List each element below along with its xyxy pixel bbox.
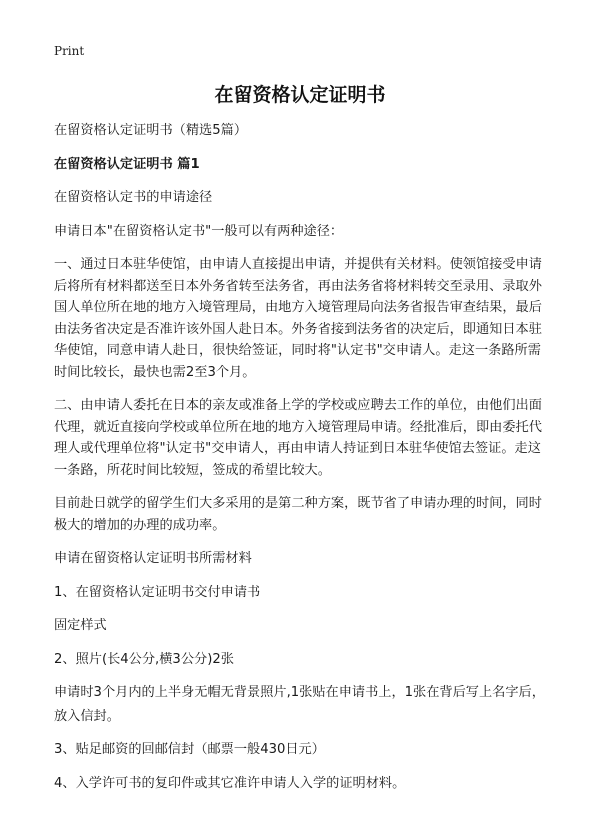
- list-item: 1、在留资格认定证明书交付申请书: [54, 584, 261, 600]
- list-item: 3、贴足邮资的回邮信封（邮票一般430日元）: [54, 742, 325, 757]
- paragraph: 申请时3个月内的上半身无帽无背景照片,1张贴在申请书上，1张在背后写上名字后，: [54, 685, 545, 700]
- list-item: 4、入学许可书的复印件或其它准许申请人入学的证明材料。: [54, 775, 406, 791]
- section-heading: 在留资格认定证明书 篇1: [54, 156, 200, 172]
- paragraph: 申请在留资格认定证明书所需材料: [54, 551, 252, 566]
- paragraph: 二、由申请人委托在日本的亲友或准备上学的学校或应聘去工作的单位，由他们出面代理，就近直接向学校或单位所在地的地方入境管理局申请。经批准后，即由委托代理人或代理单位将"认定书"交申请人，再由申请人持证到日本驻华使馆去签证。走这一条路，所花时间比较短，签成的希望比较大。: [54, 398, 542, 478]
- paragraph: 申请日本"在留资格认定书"一般可以有两种途径：: [54, 223, 344, 239]
- document-body: [54, 120, 554, 806]
- paragraph: 在留资格认定书的申请途径: [54, 190, 213, 205]
- document-title: 在留资格认定证明书: [214, 84, 386, 106]
- subtitle-paragraph: 在留资格认定证明书（精选5篇）: [54, 123, 248, 138]
- paragraph: 放入信封。: [54, 708, 120, 724]
- paragraph: 固定样式: [54, 618, 107, 633]
- paragraph: 目前赴日就学的留学生们大多采用的是第二种方案，既节省了申请办理的时间，同时极大的增加的办理的成功率。: [54, 496, 542, 533]
- print-label[interactable]: Print: [54, 44, 85, 58]
- paragraph: 一、通过日本驻华使馆，由申请人直接提出申请，并提供有关材料。使领馆接受申请后将所有材料都送至日本外务省转至法务省，再由法务省将材料转交至录用、录取外国人单位所在地的地方入境管理局，由地方入境管理局向法务省报告审查结果，最后由法务省决定是否准许该外国人赴日本。外务省接到法务省的决定后，即通知日本驻华使馆，同意申请人赴日，很快给签证，同时将"认定书"交申请人。走这一条路所需时间比较长，最快也需2至3个月。: [54, 257, 542, 380]
- list-item: 2、照片(长4公分,横3公分)2张: [54, 651, 234, 667]
